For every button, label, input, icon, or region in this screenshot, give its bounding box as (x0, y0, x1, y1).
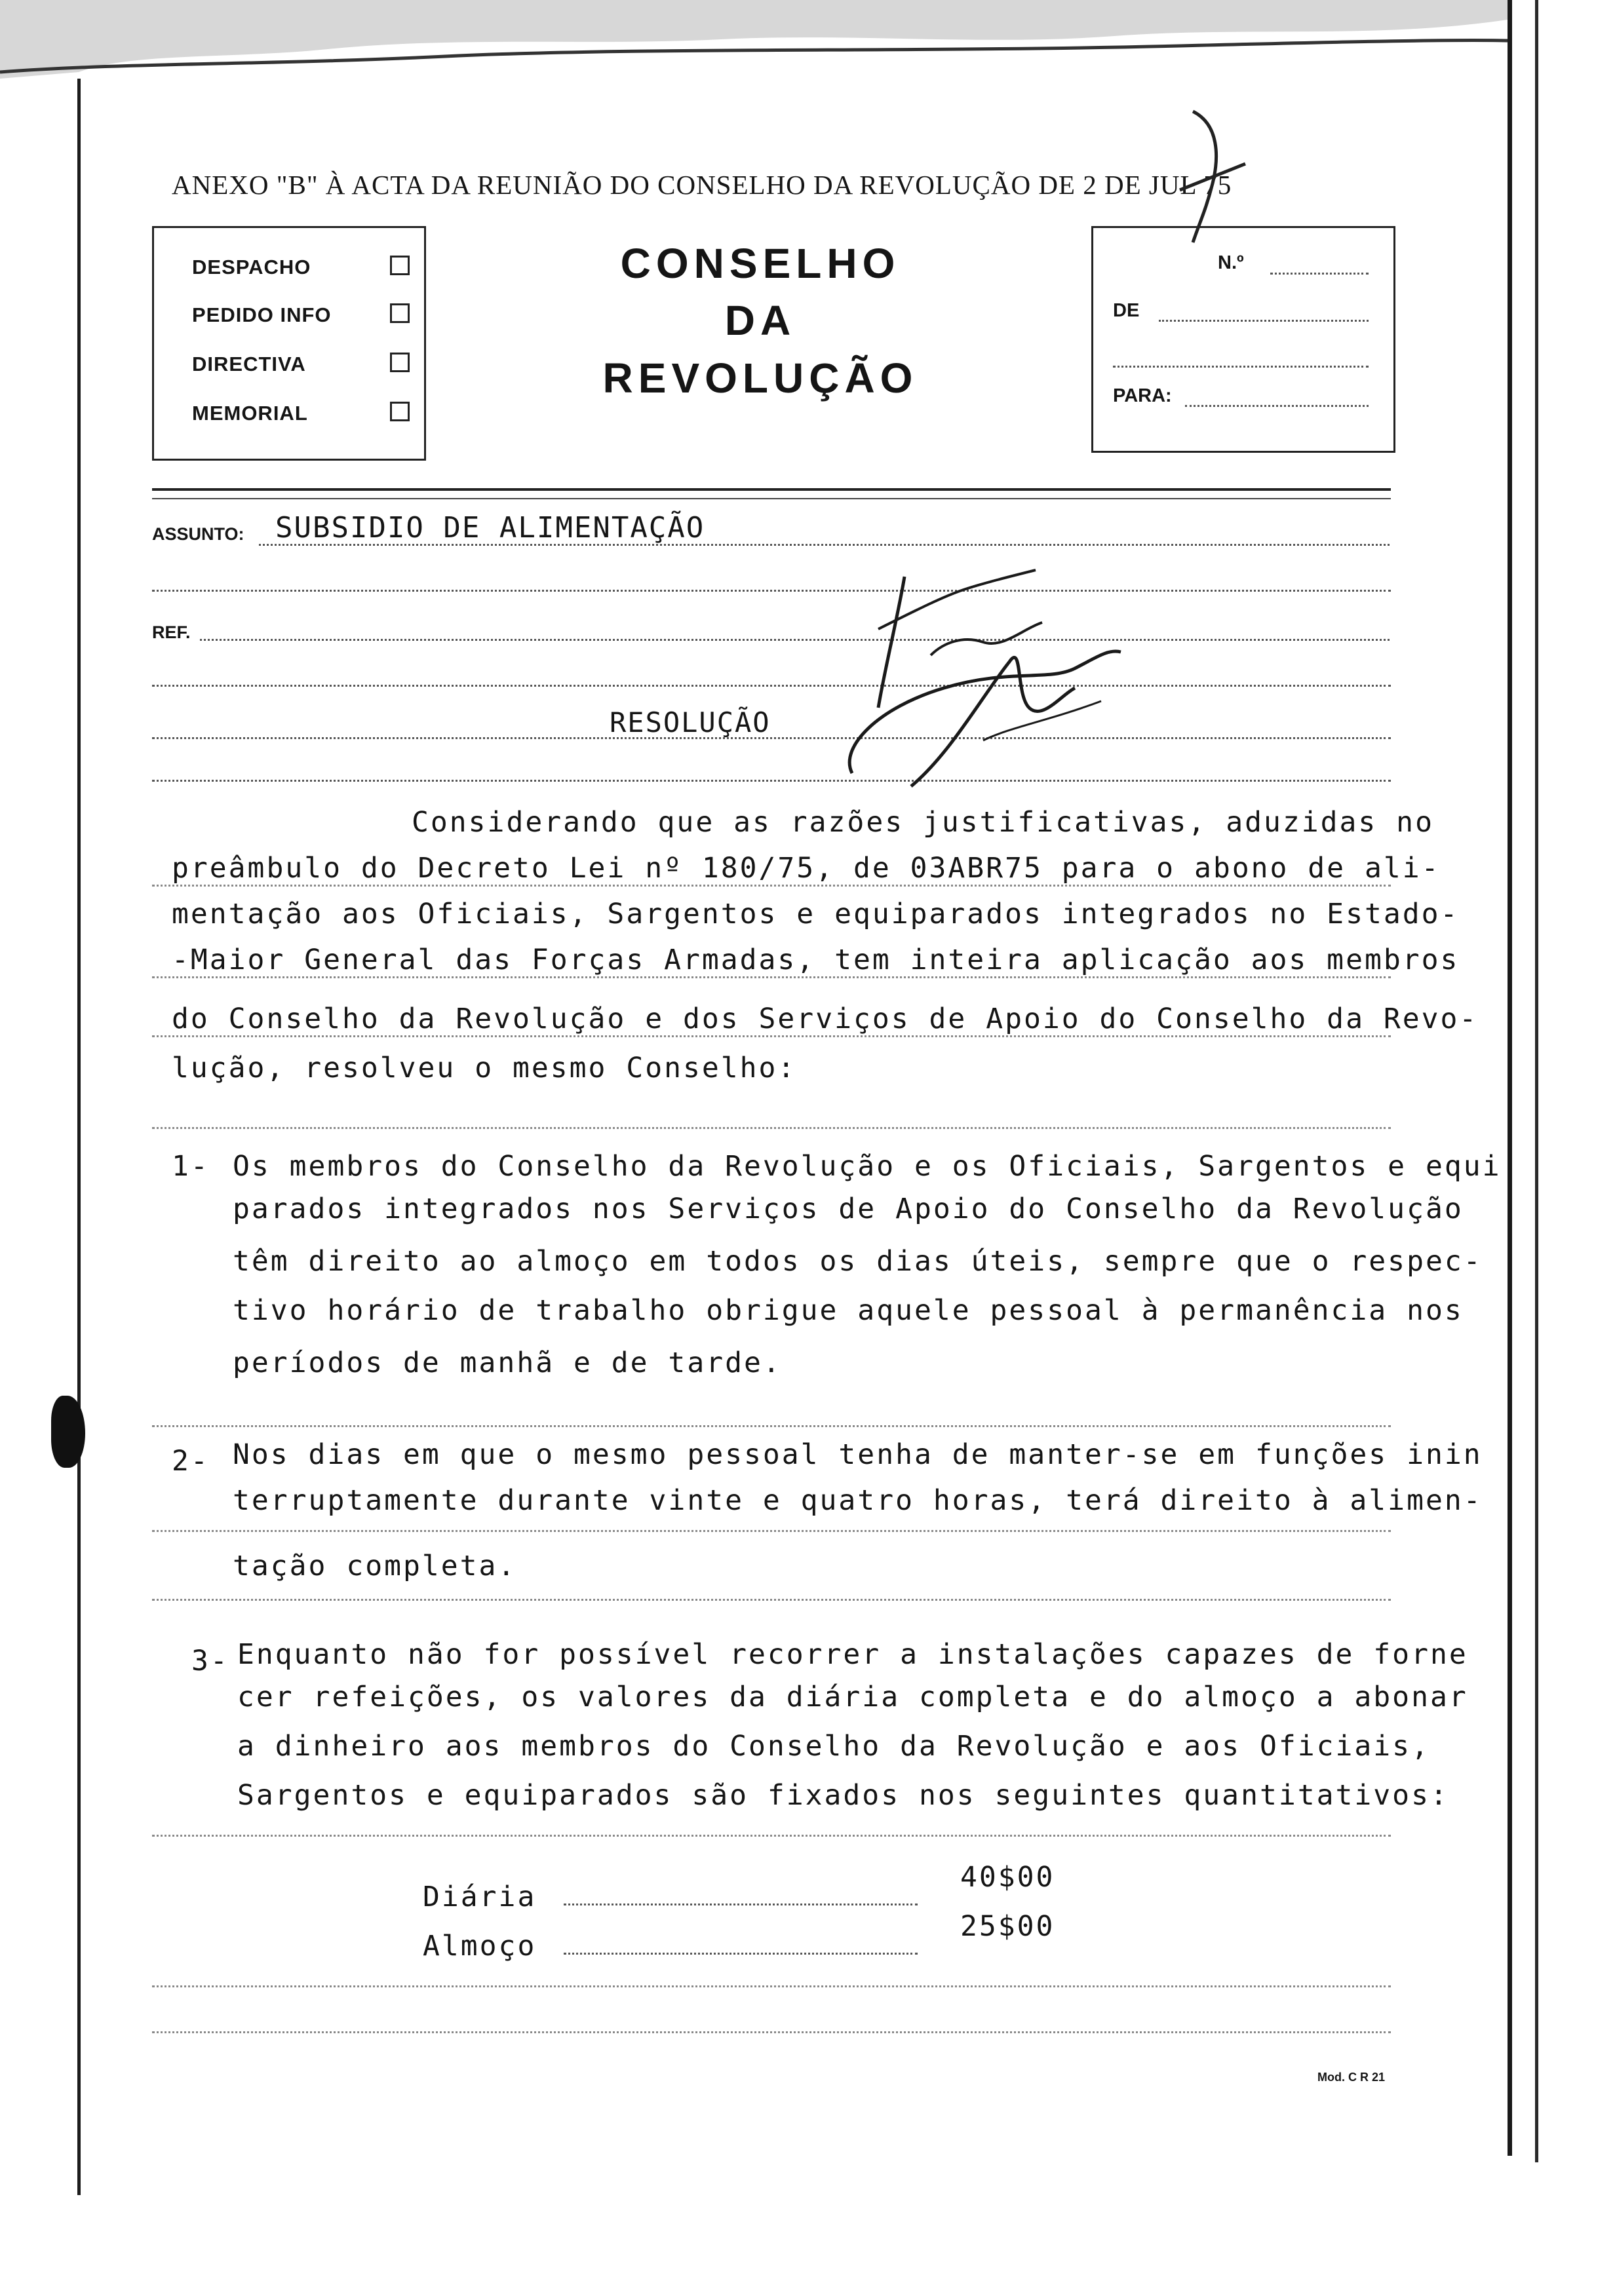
scan-top-noise (0, 0, 1615, 85)
item-3-line-3: a dinheiro aos membros do Conselho da Revolução e aos Oficiais, (237, 1730, 1430, 1763)
guide-line (152, 1035, 1391, 1037)
value-amount-almoco: 25$00 (960, 1910, 1055, 1943)
pedido-info-label: PEDIDO INFO (192, 303, 332, 326)
guide-line (152, 1835, 1391, 1837)
ref-line (200, 639, 1390, 641)
memorial-label: MEMORIAL (192, 402, 308, 425)
form-code: Mod. C R 21 (1317, 2071, 1386, 2084)
resolution-heading: RESOLUÇÃO (610, 706, 771, 738)
item-1-number: 1- (172, 1150, 210, 1183)
guide-line (152, 1530, 1391, 1532)
scan-right-edge-outer (1535, 0, 1538, 2162)
item-3-line-4: Sargentos e equiparados são fixados nos seguintes quantitativos: (237, 1779, 1449, 1812)
routing-checkbox-panel (152, 226, 426, 461)
item-2-line-3: tação completa. (233, 1550, 517, 1582)
guide-line (152, 1985, 1391, 1987)
ref-line-2 (152, 685, 1391, 687)
subject-line-2 (152, 590, 1391, 592)
value-label-diaria: Diária (423, 1881, 537, 1913)
item-3-number: 3- (191, 1645, 229, 1677)
pedido-info-checkbox[interactable] (390, 303, 410, 323)
annex-title: ANEXO "B" À ACTA DA REUNIÃO DO CONSELHO DA REVOLUÇÃO DE 2 DE JUL 75 (172, 170, 1232, 200)
approval-signature (813, 537, 1180, 813)
item-2-number: 2- (172, 1445, 210, 1478)
guide-line (152, 1599, 1391, 1601)
despacho-label: DESPACHO (192, 256, 311, 278)
body-line-2: preâmbulo do Decreto Lei nº 180/75, de 03ABR75 para o abono de ali- (172, 852, 1441, 885)
heading-line-2 (152, 780, 1391, 782)
guide-line (152, 2031, 1391, 2033)
item-2-line-1: Nos dias em que o mesmo pessoal tenha de manter-se em funções inin (233, 1438, 1483, 1471)
value-label-almoco: Almoço (423, 1930, 537, 1962)
directiva-label: DIRECTIVA (192, 353, 306, 375)
from-label: DE (1113, 300, 1140, 321)
body-line-5: do Conselho da Revolução e dos Serviços de Apoio do Conselho da Revo- (172, 1003, 1479, 1035)
header-separator-2 (152, 498, 1391, 499)
number-field[interactable] (1270, 273, 1369, 275)
item-3-line-2: cer refeições, os valores da diária completa e do almoço a abonar (237, 1681, 1468, 1713)
value-leader-diaria (564, 1904, 918, 1905)
from-field[interactable] (1159, 320, 1369, 322)
value-amount-diaria: 40$00 (960, 1861, 1055, 1894)
item-3-line-1: Enquanto não for possível recorrer a instalações capazes de forne (237, 1638, 1468, 1671)
body-line-4: -Maior General das Forças Armadas, tem inteira aplicação aos membros (172, 944, 1460, 976)
council-title-line1: CONSELHO (620, 240, 901, 287)
scan-right-edge (1508, 0, 1512, 2156)
body-line-3: mentação aos Oficiais, Sargentos e equiparados integrados no Estado- (172, 898, 1460, 930)
item-1-line-1: Os membros do Conselho da Revolução e os Oficiais, Sargentos e equi (233, 1150, 1502, 1183)
directiva-checkbox[interactable] (390, 353, 410, 372)
guide-line (152, 976, 1391, 978)
despacho-checkbox[interactable] (390, 256, 410, 275)
body-line-6: lução, resolveu o mesmo Conselho: (172, 1052, 797, 1084)
guide-line (152, 1425, 1391, 1427)
reference-panel (1091, 226, 1395, 453)
memorial-checkbox[interactable] (390, 402, 410, 421)
to-field[interactable] (1185, 405, 1369, 407)
item-2-line-2: terruptamente durante vinte e quatro horas, terá direito à alimen- (233, 1484, 1483, 1517)
from-field-line2 (1113, 366, 1369, 368)
heading-line (152, 737, 1391, 739)
item-1-line-4: tivo horário de trabalho obrigue aquele pessoal à permanência nos (233, 1294, 1464, 1327)
value-leader-almoco (564, 1953, 918, 1955)
body-line-1: Considerando que as razões justificativas, aduzidas no (412, 806, 1434, 839)
ref-label: REF. (152, 622, 191, 642)
item-1-line-2: parados integrados nos Serviços de Apoio do Conselho da Revolução (233, 1193, 1464, 1225)
header-separator-1 (152, 488, 1391, 491)
scan-left-edge (77, 79, 81, 2195)
subject-value: SUBSIDIO DE ALIMENTAÇÃO (275, 511, 705, 545)
scan-punch-mark (51, 1396, 85, 1468)
item-1-line-5: períodos de manhã e de tarde. (233, 1347, 782, 1379)
to-label: PARA: (1113, 385, 1172, 406)
number-label: N.º (1218, 252, 1244, 273)
guide-line (152, 1127, 1391, 1129)
council-title-line3: REVOLUÇÃO (602, 354, 918, 402)
council-title-line2: DA (724, 297, 796, 344)
guide-line (152, 885, 1391, 887)
item-1-line-3: têm direito ao almoço em todos os dias úteis, sempre que o respec- (233, 1245, 1483, 1278)
subject-label: ASSUNTO: (152, 524, 244, 544)
